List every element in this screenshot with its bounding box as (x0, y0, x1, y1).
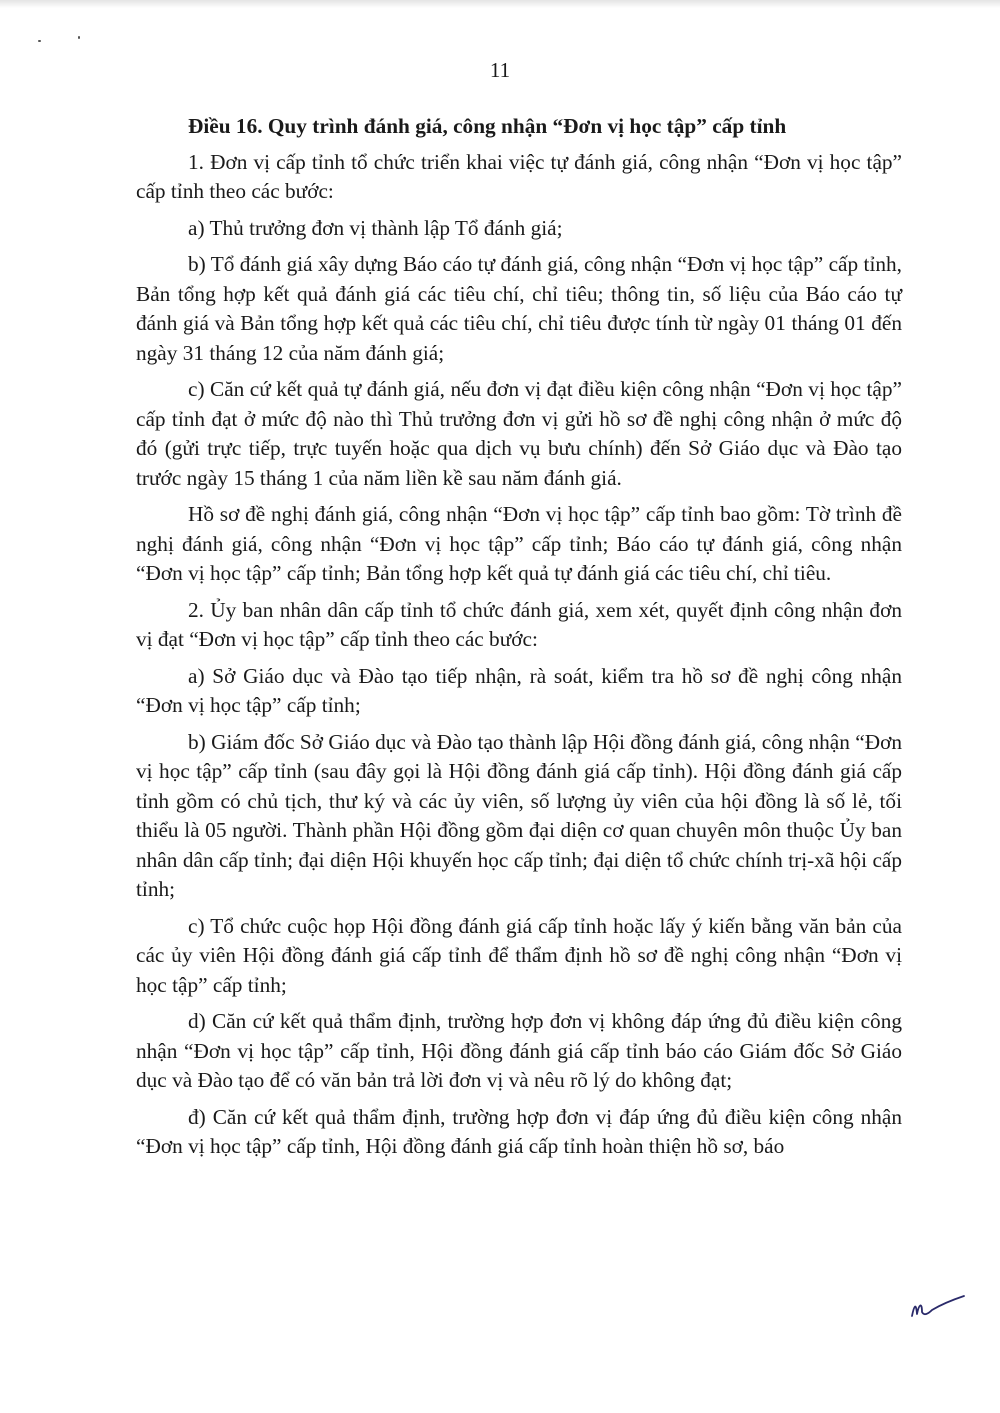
article-heading: Điều 16. Quy trình đánh giá, công nhận “Đơn vị học tập” cấp tỉnh (188, 114, 787, 138)
paragraph: a) Sở Giáo dục và Đào tạo tiếp nhận, rà soát, kiểm tra hồ sơ đề nghị công nhận “Đơn vị học tập” cấp tỉnh; (136, 663, 902, 717)
scan-speck-mark (78, 36, 80, 39)
paragraph: 1. Đơn vị cấp tỉnh tổ chức triển khai việc tự đánh giá, công nhận “Đơn vị học tập” cấp tỉnh theo các bước: (136, 149, 902, 203)
initial-signature (908, 1292, 968, 1324)
paragraph: Hồ sơ đề nghị đánh giá, công nhận “Đơn vị học tập” cấp tỉnh bao gồm: Tờ trình đề nghị đánh giá, công nhận “Đơn vị học tập” cấp tỉnh; Báo cáo tự đánh giá, công nhận “Đơn vị học tập” cấp tỉnh; Bản tổng hợp kết quả tự đánh giá các tiêu chí, chỉ tiêu. (136, 502, 902, 585)
paragraph: b) Tổ đánh giá xây dựng Báo cáo tự đánh giá, công nhận “Đơn vị học tập” cấp tỉnh, Bản tổng hợp kết quả đánh giá các tiêu chí, chỉ tiêu; thông tin, số liệu của Báo cáo tự đánh giá và Bản tổng hợp kết quả các tiêu chí, chỉ tiêu được tính từ ngày 01 tháng 01 đến ngày 31 tháng 12 của năm đánh giá; (136, 252, 902, 365)
document-body (136, 112, 902, 1169)
scan-edge-shadow (0, 0, 1000, 8)
paragraph: d) Căn cứ kết quả thẩm định, trường hợp đơn vị không đáp ứng đủ điều kiện công nhận “Đơn vị học tập” cấp tỉnh, Hội đồng đánh giá cấp tỉnh báo cáo Giám đốc Sở Giáo dục và Đào tạo để có văn bản trả lời đơn vị và nêu rõ lý do không đạt; (136, 1009, 902, 1092)
page-number: 11 (489, 58, 511, 82)
paragraph: c) Căn cứ kết quả tự đánh giá, nếu đơn vị đạt điều kiện công nhận “Đơn vị học tập” cấp tỉnh đạt ở mức độ nào thì Thủ trưởng đơn vị gửi hồ sơ đề nghị công nhận ở mức độ đó (gửi trực tiếp, trực tuyến hoặc qua dịch vụ bưu chính) đến Sở Giáo dục và Đào tạo trước ngày 15 tháng 1 của năm liền kề sau năm đánh giá. (136, 377, 902, 490)
scan-speck-mark (38, 40, 41, 42)
paragraph: a) Thủ trưởng đơn vị thành lập Tổ đánh giá; (188, 215, 563, 240)
paragraph: 2. Ủy ban nhân dân cấp tỉnh tổ chức đánh giá, xem xét, quyết định công nhận đơn vị đạt “Đơn vị học tập” cấp tỉnh theo các bước: (136, 597, 902, 651)
paragraph: đ) Căn cứ kết quả thẩm định, trường hợp đơn vị đáp ứng đủ điều kiện công nhận “Đơn vị học tập” cấp tỉnh, Hội đồng đánh giá cấp tỉnh hoàn thiện hồ sơ, báo (136, 1104, 902, 1158)
paragraph: c) Tổ chức cuộc họp Hội đồng đánh giá cấp tỉnh hoặc lấy ý kiến bằng văn bản của các ủy viên Hội đồng đánh giá cấp tỉnh để thẩm định hồ sơ đề nghị công nhận “Đơn vị học tập” cấp tỉnh; (136, 913, 902, 997)
paragraph: b) Giám đốc Sở Giáo dục và Đào tạo thành lập Hội đồng đánh giá, công nhận “Đơn vị học tập” cấp tỉnh (sau đây gọi là Hội đồng đánh giá cấp tỉnh). Hội đồng đánh giá cấp tỉnh gồm có chủ tịch, thư ký và các ủy viên, số lượng ủy viên của hội đồng là số lẻ, tối thiểu là 05 người. Thành phần Hội đồng gồm đại diện cơ quan chuyên môn thuộc Ủy ban nhân dân cấp tỉnh; đại diện Hội khuyến học cấp tỉnh; đại diện tổ chức chính trị-xã hội cấp tỉnh; (136, 729, 902, 901)
